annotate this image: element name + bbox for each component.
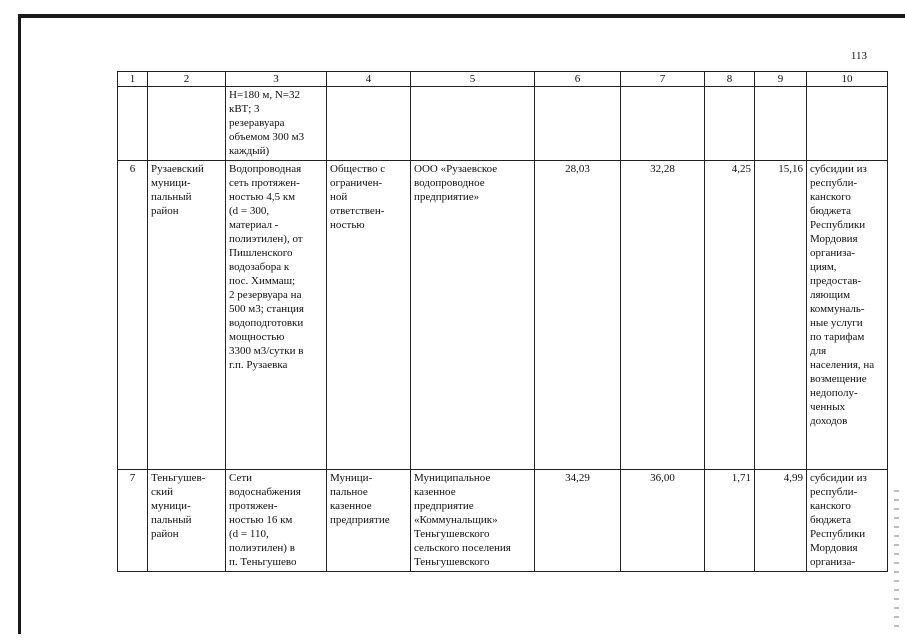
scan-top-edge <box>18 14 905 18</box>
object-description: Сети водоснабжения протяжен- ностью 16 км (d = 110, полиэтилен) в п. Теньгушево <box>229 472 301 568</box>
scan-left-edge <box>18 14 21 634</box>
district-name: Теньгушев- ский муници- пальный район <box>151 472 206 540</box>
page-number: 113 <box>850 50 867 62</box>
value-col7: 36,00 <box>621 470 705 572</box>
ownership-form: Общество с ограничен- ной ответствен- ностью <box>330 163 386 231</box>
table-row <box>118 161 888 470</box>
header-cell: 8 <box>705 72 755 87</box>
header-cell: 2 <box>148 72 226 87</box>
value-col8: 1,71 <box>705 470 755 572</box>
header-cell: 9 <box>755 72 807 87</box>
funding-source: субсидии из республи- канского бюджета Республики Мордовия организа- <box>810 472 867 568</box>
header-cell: 7 <box>621 72 705 87</box>
value-col9: 15,16 <box>755 161 807 470</box>
object-description: Водопроводная сеть протяжен- ностью 4,5 км (d = 300, материал - полиэтилен), от Пишленского водозабора к пос. Химмаш; 2 резервуара на 500 м3; станция водоподготовки мощностью 3300 м3/сутки в г.п. Рузаевка <box>229 163 304 371</box>
funding-source: субсидии из республи- канского бюджета Республики Мордовия организа- циям, предостав- ляющим коммуналь- ные услуги по тарифам для населения, на возмещение недополу- ченных доходов <box>810 163 875 427</box>
district-name: Рузаевский муници- пальный район <box>151 163 204 217</box>
operator-name: ООО «Рузаевское водопроводное предприятие» <box>414 163 498 203</box>
row-number: 6 <box>118 161 148 470</box>
table-row <box>118 470 888 572</box>
scan-noise <box>894 490 899 630</box>
continuation-row <box>118 87 888 161</box>
value-col8: 4,25 <box>705 161 755 470</box>
value-col6: 34,29 <box>535 470 621 572</box>
table-header-row <box>118 72 888 87</box>
header-cell: 10 <box>807 72 888 87</box>
value-col7: 32,28 <box>621 161 705 470</box>
header-cell: 1 <box>118 72 148 87</box>
operator-name: Муниципальное казенное предприятие «Коммунальщик» Теньгушевского сельского поселения Теньгушевского <box>414 472 511 568</box>
continuation-description: Н=180 м, N=32 кВТ; 3 резеравуара объемом 300 м3 каждый) <box>229 89 305 157</box>
header-cell: 4 <box>327 72 411 87</box>
header-cell: 5 <box>411 72 535 87</box>
value-col6: 28,03 <box>535 161 621 470</box>
header-cell: 6 <box>535 72 621 87</box>
header-cell: 3 <box>226 72 327 87</box>
ownership-form: Муници- пальное казенное предприятие <box>330 472 390 526</box>
row-number: 7 <box>118 470 148 572</box>
data-table <box>117 71 888 572</box>
value-col9: 4,99 <box>755 470 807 572</box>
